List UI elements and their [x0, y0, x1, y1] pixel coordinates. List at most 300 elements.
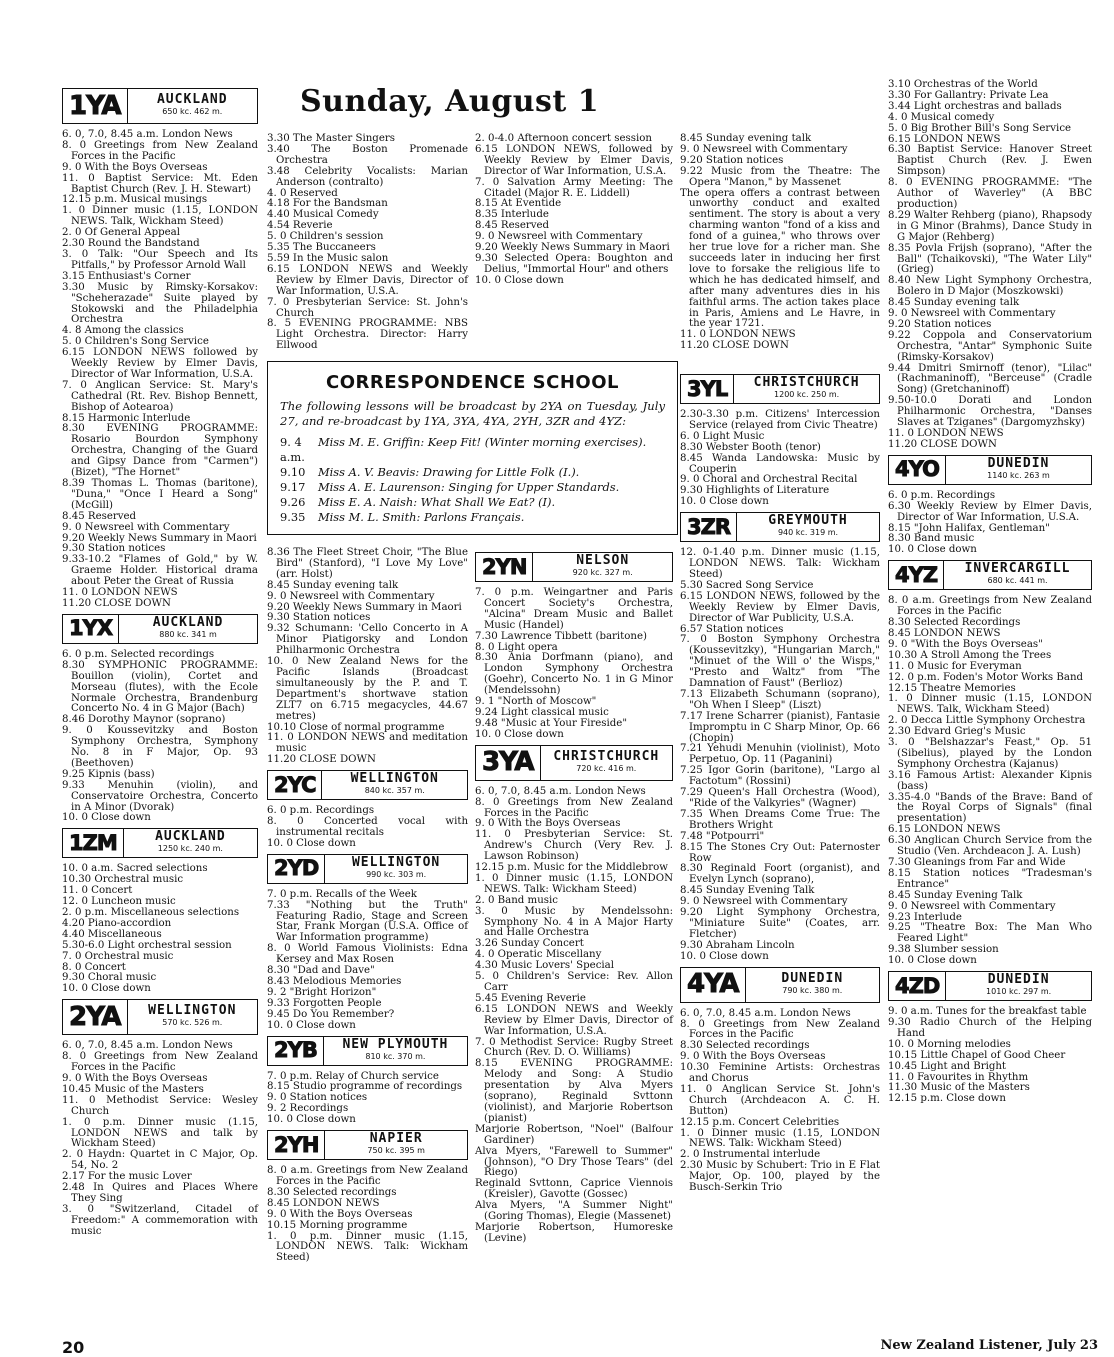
station-logo: 4ZD [889, 972, 946, 1000]
program-entry: Marjorie Robertson, Humoreske (Levine) [475, 1221, 673, 1244]
program-list-4ya [680, 1009, 880, 1194]
program-entry: 8.30 EVENING PROGRAMME: Rosario Bourdon Symphony Orchestra, Changing of the Guard and Gipsy Dance from "Carmen") (Bizet), "The Hornet" [62, 423, 258, 479]
program-entry: 11. 0 Baptist Service: Mt. Eden Baptist Church (Rev. J. H. Stewart) [62, 172, 258, 195]
program-entry: 7.25 Igor Gorin (baritone), "Largo al Factotum" (Rossini) [680, 765, 880, 788]
program-list-2ya-cont [267, 134, 468, 352]
correspondence-intro: The following lessons will be broadcast by 2YA on Tuesday, July 27, and re-broadcast by 1YA, 3YA, 4YA, 2YH, 3ZR and 4YZ: [280, 399, 665, 428]
program-list-2ya-late [267, 548, 468, 766]
program-entry: 6. 0 Light Music [680, 430, 765, 442]
station-name: WELLINGTON [148, 1003, 237, 1019]
program-entry: 2. 0 Band music [475, 894, 558, 906]
program-entry: 12. 0 Luncheon music [62, 896, 176, 908]
program-entry: 9.20 Station notices [888, 318, 992, 330]
program-entry: 10. 0 Close down [267, 1114, 356, 1126]
lesson-row [280, 495, 665, 510]
program-entry: 4.40 Miscellaneous [62, 928, 162, 940]
program-entry: 7. 0 Boston Symphony Orchestra (Koussevitzky), "Hungarian March," "Minuet of the Will o' the Wisps," "Presto and Waltz" from "The Damnation of Faust" (Berlioz) [680, 634, 880, 690]
program-entry: 6.15 LONDON NEWS [888, 133, 1001, 145]
program-entry: 7. 0 Salvation Army Meeting: The Citadel (Major R. E. Liddell) [475, 176, 673, 199]
program-entry: 11. 0 Music for Everyman [888, 660, 1022, 672]
program-list-1ya [62, 130, 258, 610]
program-entry: 5. 0 Children's Service: Rev. Allon Carr [475, 971, 673, 993]
program-entry: 8.30 Reginald Foort (organist), and Evelyn Lynch (soprano), [680, 863, 880, 886]
column-2-bottom [267, 548, 468, 1264]
station-frequency: 990 kc. 303 m. [366, 869, 427, 879]
program-entry: 8.45 Reserved [475, 220, 550, 232]
program-list-2yc-afternoon [475, 134, 673, 287]
program-entry: 6.15 LONDON NEWS and Weekly Review by Elmer Davis, Director of War Information, U.S.A. [267, 263, 468, 297]
column-2-top [267, 134, 468, 352]
station-header-3ya [475, 745, 673, 781]
lesson-row [280, 510, 665, 525]
program-entry: 9. 0 a.m. Tunes for the breakfast table [888, 1006, 1087, 1018]
lesson-time: 9.35 [280, 510, 306, 524]
program-entry: 8. 0 Greetings from New Zealand Forces in the Pacific [62, 1051, 258, 1074]
station-logo: 3ZR [681, 513, 737, 541]
program-entry: 8.15 Studio programme of recordings [267, 1081, 463, 1093]
program-entry: 12. 0 p.m. Foden's Motor Works Band [888, 671, 1084, 683]
lesson-time: 9. 4 a.m. [280, 435, 305, 464]
program-entry: 6.30 Baptist Service: Hanover Street Baptist Church (Rev. J. Ewen Simpson) [888, 144, 1092, 178]
program-list-2yc [267, 806, 468, 850]
program-entry: 8.45 Sunday Evening Talk [680, 885, 815, 897]
program-entry: 8.15 At Eventide [475, 198, 562, 210]
program-entry: 1. 0 p.m. Dinner music (1.15, LONDON NEWS and talk by Wickham Steed) [62, 1116, 258, 1150]
program-entry: 2. 0 Of General Appeal [62, 227, 180, 239]
program-list-1zm [62, 864, 258, 995]
station-header-4yz [888, 560, 1092, 590]
program-entry: 7. 0 p.m. Recalls of the Week [267, 888, 417, 900]
program-entry: 8.30 Selected recordings [267, 1186, 397, 1198]
program-entry: 9.22 Coppola and Conservatorium Orchestra, "Antar" Symphonic Suite (Rimsky-Korsakov) [888, 329, 1092, 363]
program-entry: 9.30 Highlights of Literature [680, 485, 830, 497]
station-name: INVERCARGILL [964, 561, 1071, 577]
program-entry: 4.40 Musical Comedy [267, 209, 379, 221]
program-list-4zd [888, 1007, 1092, 1105]
program-entry: 9. 0 With the Boys Overseas [62, 161, 208, 173]
program-entry: 9. 2 "Bright Horizon" [267, 986, 377, 998]
program-list-2yh [267, 1166, 468, 1264]
column-4-bottom [680, 370, 880, 1194]
program-entry: 8.15 The Stones Cry Out: Paternoster Row [680, 841, 880, 864]
program-entry: 3.26 Sunday Concert [475, 938, 584, 950]
program-entry: 7.35 When Dreams Come True: The Brothers Wright [680, 808, 880, 831]
program-entry: 10. 0 Morning melodies [888, 1038, 1011, 1050]
lesson-row [280, 465, 665, 480]
program-entry: 7.30 Lawrence Tibbett (baritone) [475, 630, 647, 642]
correspondence-heading: CORRESPONDENCE SCHOOL [326, 372, 619, 393]
program-entry: 9.44 Dmitri Smirnoff (tenor), "Lilac" (Rachmaninoff), "Berceuse" (Cradle Song) (Gretchaninoff) [888, 362, 1092, 396]
program-entry: 2.30-3.30 p.m. Citizens' Intercession Service (relayed from Civic Theatre) [680, 409, 880, 431]
station-header-2yn [475, 552, 673, 582]
station-name: WELLINGTON [350, 771, 439, 787]
station-frequency: 1010 kc. 297 m. [986, 987, 1052, 997]
program-entry: 7.48 "Potpourri" [680, 830, 765, 842]
program-entry: 11.20 CLOSE DOWN [888, 438, 997, 450]
program-entry: 3.48 Celebrity Vocalists: Marian Anderson (contralto) [267, 165, 468, 188]
program-entry: 9.20 Weekly News Summary in Maori [267, 601, 462, 613]
program-entry: 1. 0 Dinner music (1.15, LONDON NEWS. Talk, Wickham Steed) [62, 205, 258, 228]
program-entry: 8. 0 Concert [62, 961, 126, 973]
program-entry: 4. 0 Musical comedy [888, 111, 995, 123]
program-entry: 6.15 LONDON NEWS, followed by the Weekly Review by Elmer Davis, Director of War Publicity, U.S.A. [680, 590, 880, 624]
program-entry: 3.10 Orchestras of the World [888, 79, 1038, 90]
station-frequency: 940 kc. 319 m. [777, 528, 839, 538]
program-entry: 6. 0 p.m. Recordings [267, 805, 375, 817]
page-number: 20 [62, 1338, 85, 1357]
program-entry: 7.17 Irene Scharrer (pianist), Fantasie Impromptu in C Sharp Minor, Op. 66 (Chopin) [680, 710, 880, 744]
program-list-4ya-cont [888, 80, 1092, 451]
program-entry: 8.40 New Light Symphony Orchestra, Bolero in D Major (Moszkowski) [888, 275, 1092, 298]
program-entry: 8.30 Ania Dorfmann (piano), and London Symphony Orchestra (Goehr), Concerto No. 1 in G Minor (Mendelssohn) [475, 652, 673, 697]
program-entry: 8.36 The Fleet Street Choir, "The Blue Bird" (Stanford), "I Love My Love" (arr. Holst) [267, 547, 468, 580]
station-name: NAPIER [369, 1131, 423, 1147]
station-logo: 2YC [268, 771, 322, 799]
station-frequency: 1140 kc. 263 m [987, 470, 1050, 480]
program-entry: 4.30 Music Lovers' Special [475, 960, 614, 972]
program-entry: 3.30 The Master Singers [267, 133, 395, 144]
program-entry: 9. 0 Choral and Orchestral Recital [680, 474, 858, 486]
program-entry: 8.30 SYMPHONIC PROGRAMME: Bouillon (violin), Cortet and Morseau (flutes), with the Ecole Normale Orchestra, Brandenburg Concerto No. 4 in G Major (Bach) [62, 659, 258, 715]
program-entry: 9. 0 Newsreel with Commentary [680, 896, 848, 908]
program-entry: 9.30 Station notices [267, 612, 371, 624]
program-entry: 8.45 Wanda Landowska: Music by Couperin [680, 452, 880, 475]
program-entry: 7.13 Elizabeth Schumann (soprano), "Oh When I Sleep" (Liszt) [680, 688, 880, 711]
station-name: CHRISTCHURCH [753, 375, 860, 390]
program-entry: 9.30 Station notices [62, 543, 166, 555]
program-entry: 9. 0 With the Boys Overseas [680, 1051, 826, 1063]
program-entry: Reginald Svttonn, Caprice Viennois (Kreisler), Gavotte (Gossec) [475, 1178, 673, 1201]
program-entry: 2. 0 Decca Little Symphony Orchestra [888, 715, 1086, 727]
program-entry: 9. 0 Newsreel with Commentary [680, 143, 848, 155]
program-entry: 9. 0 Newsreel with Commentary [888, 900, 1056, 912]
program-entry: 9.30 Abraham Lincoln [680, 939, 795, 951]
program-entry: 9.20 Weekly News Summary in Maori [475, 242, 670, 254]
program-entry: 8.30 Band music [888, 533, 975, 545]
station-frequency: 570 kc. 526 m. [162, 1018, 223, 1028]
program-entry: 11. 0 Presbyterian Service: St. Andrew's Church (Very Rev. J. Lawson Robinson) [475, 829, 673, 863]
program-entry: 8. 0 Light opera [475, 641, 558, 653]
program-entry: 2. 0 Haydn: Quartet in C Major, Op. 54, No. 2 [62, 1149, 258, 1172]
program-entry: 7. 0 p.m. Weingartner and Paris Concert Society's Orchestra, "Alcina" Dream Music and Ballet Music (Handel) [475, 587, 673, 631]
column-3-bottom [475, 548, 673, 1245]
station-name: DUNEDIN [781, 970, 844, 986]
station-name: AUCKLAND [152, 614, 224, 630]
program-entry: 9. 0 Newsreel with Commentary [267, 590, 435, 602]
station-header-2yd [267, 854, 468, 884]
program-entry: 10. 0 Close down [680, 950, 769, 962]
program-entry: 9.20 Station notices [680, 154, 784, 166]
program-entry: 10.30 Feminine Artists: Orchestras and Chorus [680, 1062, 880, 1085]
program-entry: 8.45 LONDON NEWS [888, 627, 1001, 639]
program-entry: 11. 0 Anglican Service St. John's Church (Archdeacon A. C. H. Button) [680, 1083, 880, 1117]
program-entry: 8.45 Sunday evening talk [267, 579, 399, 591]
program-entry: 8.30 "Dad and Dave" [267, 965, 375, 977]
station-frequency: 810 kc. 370 m. [365, 1051, 426, 1061]
program-entry: 9.45 Do You Remember? [267, 1008, 395, 1020]
program-entry: 9. 0 Newsreel with Commentary [888, 308, 1056, 320]
program-entry: 3.15 Enthusiast's Corner [62, 270, 191, 282]
station-name: DUNEDIN [987, 972, 1050, 988]
program-entry: 6. 0 p.m. Recordings [888, 489, 996, 501]
program-entry: 8.45 LONDON NEWS [267, 1197, 380, 1209]
program-entry: 11. 0 LONDON NEWS and meditation music [267, 732, 468, 755]
station-header-2yh [267, 1130, 468, 1160]
lesson-time: 9.10 [280, 465, 306, 479]
program-entry: 5.35 The Buccaneers [267, 242, 376, 254]
program-entry: 9.25 Kipnis (bass) [62, 768, 155, 780]
program-entry: 8. 0 Concerted vocal with instrumental recitals [267, 816, 468, 838]
station-logo: 2YA [63, 1000, 128, 1034]
program-entry: 8.45 Sunday evening talk [680, 133, 812, 144]
station-header-4yo [888, 455, 1092, 485]
program-list-2ya [62, 1041, 258, 1237]
station-frequency: 750 kc. 395 m [367, 1146, 425, 1156]
station-header-3yl [680, 374, 880, 404]
program-entry: 12.15 Theatre Memories [888, 682, 1016, 694]
station-logo: 3YL [681, 375, 734, 403]
program-entry: 8.35 Interlude [475, 209, 549, 221]
program-entry: 10. 0 Close down [475, 728, 564, 740]
program-entry: 8.15 Station notices "Tradesman's Entrance" [888, 867, 1092, 890]
lesson-text: Miss A. V. Beavis: Drawing for Little Folk (I.). [318, 465, 580, 479]
station-logo: 1ZM [63, 829, 124, 857]
station-logo: 4YZ [889, 561, 944, 589]
program-entry: 10.30 Orchestral music [62, 874, 184, 886]
station-name: WELLINGTON [351, 854, 441, 870]
program-entry: 9. 2 Recordings [267, 1103, 349, 1115]
program-entry: 8.45 Sunday evening talk [888, 297, 1020, 309]
program-entry: 5.30-6.0 Light orchestral session [62, 939, 232, 951]
program-entry: 4.54 Reverie [267, 220, 333, 232]
program-entry: 3.30 For Gallantry: Private Lea [888, 89, 1049, 101]
program-list-2yd [267, 890, 468, 1032]
program-entry: 5. 0 Children's session [267, 231, 384, 243]
program-entry: 11.30 Music of the Masters [888, 1082, 1030, 1094]
station-logo: 4YA [681, 968, 746, 1002]
program-entry: 6.30 Weekly Review by Elmer Davis, Director of War Information, U.S.A. [888, 500, 1092, 523]
lesson-row [280, 435, 665, 465]
station-logo: 2YD [268, 855, 325, 883]
program-entry: 3.40 The Boston Promenade Orchestra [267, 143, 468, 166]
program-entry: 10. 0 Close down [62, 812, 151, 824]
program-entry: 11.20 CLOSE DOWN [267, 754, 376, 766]
program-entry: 8.29 Walter Rehberg (piano), Rhapsody in G Minor (Brahms), Dance Study in G Major (Rehberg) [888, 209, 1092, 243]
program-list-3ya [475, 787, 673, 1245]
station-header-2yb [267, 1036, 468, 1066]
program-entry: 4.20 Piano-accordion [62, 917, 172, 929]
station-frequency: 920 kc. 327 m. [572, 568, 633, 577]
station-frequency: 1200 kc. 250 m. [774, 390, 840, 399]
lesson-text: Miss M. E. Griffin: Keep Fit! (Winter morning exercises). [318, 435, 647, 449]
program-entry: 4.18 For the Bandsman [267, 198, 388, 210]
program-entry: 7. 0 Presbyterian Service: St. John's Church [267, 296, 468, 319]
program-entry: 9.50-10.0 Dorati and London Philharmonic Orchestra, "Danses Slaves at Tziganes" (Dargomyzhsky) [888, 395, 1092, 429]
program-entry: 12. 0-1.40 p.m. Dinner music (1.15, LONDON NEWS. Talk: Wickham Steed) [680, 547, 880, 580]
masthead-footer: New Zealand Listener, July 23 [880, 1338, 1098, 1353]
program-entry: 10.10 Close of normal programme [267, 721, 445, 733]
program-entry: 7.21 Yehudi Menuhin (violinist), Moto Perpetuo, Op. 11 (Paganini) [680, 743, 880, 766]
program-entry: 10.45 Music of the Masters [62, 1083, 204, 1095]
program-entry: 9.30 Radio Church of the Helping Hand [888, 1016, 1092, 1039]
program-entry: 8. 0 World Famous Violinists: Edna Kersey and Max Rosen [267, 943, 468, 966]
program-entry: 7. 0 p.m. Relay of Church service [267, 1070, 439, 1082]
program-entry: 7.30 Gleanings from Far and Wide [888, 857, 1066, 868]
program-entry: 1. 0 Dinner music (1.15, LONDON NEWS. Talk: Wickham Steed) [475, 872, 673, 895]
program-entry: 10. 0 Close down [680, 496, 769, 508]
program-entry: 6.15 LONDON NEWS [888, 824, 1001, 836]
program-entry: 1. 0 Dinner music (1.15, LONDON NEWS. Talk, Wickham Steed) [888, 693, 1092, 716]
program-entry: 4. 0 Reserved [267, 187, 338, 199]
program-entry: 9.20 Weekly News Summary in Maori [62, 532, 257, 544]
program-entry: 11. 0 Favourites in Rhythm [888, 1071, 1029, 1083]
lesson-time: 9.26 [280, 495, 306, 509]
program-entry: 9. 0 With the Boys Overseas [62, 1072, 208, 1084]
program-entry: 7. 0 Anglican Service: St. Mary's Cathedral (Rt. Rev. Bishop Bennett, Bishop of Aotearoa) [62, 379, 258, 413]
program-entry: 9.48 "Music at Your Fireside" [475, 717, 628, 729]
program-entry: 9.38 Slumber session [888, 944, 999, 956]
program-entry: 11. 0 LONDON NEWS [680, 329, 796, 341]
station-frequency: 840 kc. 357 m. [364, 786, 425, 796]
program-entry: 11. 0 Concert [62, 885, 133, 897]
column-3-top [475, 134, 673, 287]
program-entry: 2. 0 p.m. Miscellaneous selections [62, 907, 240, 918]
station-frequency: 1250 kc. 240 m. [157, 844, 223, 854]
program-entry: 11. 0 LONDON NEWS [888, 428, 1004, 439]
program-entry: Alva Myers, "A Summer Night" (Goring Thomas), Elegie (Massenet) [475, 1200, 673, 1223]
program-entry: 9.33 Menuhin (violin), and Conservatoire Orchestra, Concerto in A Minor (Dvorak) [62, 779, 258, 813]
correspondence-school-box [267, 361, 678, 535]
program-entry: 8. 0 Greetings from New Zealand Forces in the Pacific [680, 1018, 880, 1041]
program-entry: 12.15 p.m. Close down [888, 1093, 1006, 1105]
program-entry: 5. 0 Children's Song Service [62, 336, 209, 348]
program-entry: 8. 0 a.m. Greetings from New Zealand Forces in the Pacific [267, 1165, 468, 1187]
program-list-3zr [680, 548, 880, 962]
station-name: CHRISTCHURCH [553, 748, 660, 764]
program-entry: 8.45 Sunday Evening Talk [888, 889, 1023, 901]
program-entry: 1. 0 Dinner music (1.15, LONDON NEWS. Talk: Wickham Steed) [680, 1127, 880, 1150]
station-header-4ya [680, 967, 880, 1003]
program-entry: 9.23 Interlude [888, 911, 962, 923]
program-entry: 10.15 Morning programme [267, 1219, 408, 1231]
program-entry: 10.45 Light and Bright [888, 1060, 1007, 1072]
station-header-1zm [62, 828, 258, 858]
station-frequency: 680 kc. 441 m. [987, 576, 1048, 586]
station-header-3zr [680, 512, 880, 542]
program-entry: 8. 0 Greetings from New Zealand Forces in the Pacific [475, 796, 673, 819]
station-logo: 2YN [476, 553, 533, 581]
program-list-4yz [888, 596, 1092, 967]
station-frequency: 650 kc. 462 m. [162, 107, 223, 116]
station-name: NELSON [576, 553, 630, 568]
program-entry: 3. 0 Music by Mendelssohn: Symphony No. 4 in A Major Harty and Halle Orchestra [475, 905, 673, 939]
program-entry: 11. 0 Methodist Service: Wesley Church [62, 1094, 258, 1117]
program-entry: Marjorie Robertson, "Noel" (Balfour Gardiner) [475, 1123, 673, 1146]
program-entry: 9.20 Light Symphony Orchestra, "Miniature Suite" (Coates, arr. Fletcher) [680, 907, 880, 940]
program-entry: 10. 0 Close down [475, 274, 564, 286]
program-list-2ya-evening [680, 134, 880, 352]
station-name: AUCKLAND [155, 829, 226, 845]
program-entry: 11.20 CLOSE DOWN [680, 340, 789, 352]
column-4-top [680, 134, 880, 352]
program-entry: 12.15 p.m. Music for the Middlebrow [475, 862, 668, 874]
program-entry: 8. 0 Greetings from New Zealand Forces in the Pacific [62, 139, 258, 162]
program-entry: 4. 0 Operatic Miscellany [475, 949, 602, 961]
station-name: DUNEDIN [987, 455, 1050, 471]
program-entry: 11. 0 LONDON NEWS [62, 587, 178, 599]
program-entry: 3. 0 Talk: "Our Speech and Its Pitfalls," by Professor Arnold Wall [62, 248, 258, 271]
program-entry: 9.33-10.2 "Flames of Gold," by W. Graeme Holder. Historical drama about Peter the Great of Russia [62, 554, 258, 588]
lesson-text: Miss E. A. Naish: What Shall We Eat? (I). [318, 495, 556, 509]
program-entry: 8.39 Thomas L. Thomas (baritone), "Duna," "Once I Heard a Song" (McGill) [62, 478, 258, 511]
program-entry: 8.35 Povla Frijsh (soprano), "After the Ball" (Tchaikovski), "The Water Lily" (Grieg) [888, 242, 1092, 276]
program-entry: 8. 0 a.m. Greetings from New Zealand Forces in the Pacific [888, 595, 1092, 618]
station-frequency: 880 kc. 341 m [159, 629, 217, 639]
program-entry: 6. 0, 7.0, 8.45 a.m. London News [475, 785, 646, 797]
program-entry: 7.33 "Nothing but the Truth" Featuring Radio, Stage and Screen Star, Frank Morgan (U.S.A. Office of War Information programme) [267, 899, 468, 944]
program-entry: 12.15 p.m. Musical musings [62, 194, 208, 206]
program-list-2yb [267, 1072, 468, 1127]
program-entry: 8. 5 EVENING PROGRAMME: NBS Light Orchestra. Director: Harry Ellwood [267, 318, 468, 352]
station-logo: 2YB [268, 1037, 324, 1065]
program-entry: 9.32 Schumann: 'Cello Concerto in A Minor Piatigorsky and London Philharmonic Orchestra [267, 623, 468, 657]
station-name: NEW PLYMOUTH [342, 1036, 449, 1052]
program-entry: 9. 0 Newsreel with Commentary [475, 231, 643, 243]
station-header-2yc [267, 770, 468, 800]
program-entry: 2.30 Round the Bandstand [62, 238, 200, 250]
program-entry: 3. 0 "Belshazzar's Feast," Op. 51 (Sibelius), played by the London Symphony Orchestra (Kajanus) [888, 737, 1092, 770]
program-entry: 2.48 In Quires and Places Where They Sing [62, 1182, 258, 1204]
program-entry: 2. 0-4.0 Afternoon concert session [475, 133, 652, 144]
program-entry: 6.57 Station notices [680, 623, 784, 635]
program-entry: 10. 0 a.m. Sacred selections [62, 863, 208, 875]
column-5 [888, 80, 1092, 1105]
program-entry: 9. 0 With the Boys Overseas [267, 1208, 413, 1220]
program-entry: 8.43 Melodious Memories [267, 976, 402, 987]
program-entry: 6. 0 p.m. Selected recordings [62, 648, 215, 660]
program-entry: 3. 0 "Switzerland, Citadel of Freedom:" A commemoration with music [62, 1203, 258, 1237]
program-entry: 8.30 Webster Booth (tenor) [680, 441, 821, 453]
program-entry: 1. 0 p.m. Dinner music (1.15, LONDON NEWS. Talk: Wickham Steed) [267, 1230, 468, 1264]
program-entry: 9.30 Choral music [62, 972, 157, 984]
program-entry: 12.15 p.m. Concert Celebrities [680, 1116, 840, 1128]
program-entry: 8.46 Dorothy Maynor (soprano) [62, 714, 226, 726]
program-list-3yl [680, 410, 880, 508]
program-entry: 9.30 Selected Opera: Boughton and Delius, "Immortal Hour" and others [475, 252, 673, 275]
program-entry: 10.15 Little Chapel of Good Cheer [888, 1049, 1066, 1061]
program-entry: 3.35-4.0 "Bands of the Brave: Band of the Royal Corps of Signals" (final presentation) [888, 791, 1092, 825]
program-entry: 11.20 CLOSE DOWN [62, 597, 171, 609]
lesson-time: 9.17 [280, 480, 306, 494]
program-entry: 8.15 "John Halifax, Gentleman" [888, 522, 1050, 534]
program-entry: 9.25 "Theatre Box: The Man Who Feared Light" [888, 922, 1092, 945]
station-logo: 3YA [476, 746, 541, 780]
program-entry: 5. 0 Big Brother Bill's Song Service [888, 122, 1072, 134]
program-entry: 6.15 LONDON NEWS followed by Weekly Review by Elmer Davis, Director of War Information, U.S.A. [62, 347, 258, 380]
program-entry: 9. 0 "With the Boys Overseas" [888, 638, 1043, 650]
station-logo: 4YO [889, 456, 946, 484]
program-entry: 10. 0 Close down [267, 1019, 356, 1031]
program-entry: 10. 0 Close down [267, 837, 356, 849]
program-entry: Alva Myers, "Farewell to Summer" (Johnson), "O Dry Those Tears" (del Riego) [475, 1145, 673, 1179]
program-entry: 5.59 In the Music salon [267, 252, 389, 264]
program-entry: 9. 0 With the Boys Overseas [475, 818, 621, 830]
program-entry: 10. 0 Close down [62, 983, 151, 995]
program-entry: 10. 0 New Zealand News for the Pacific Islands (Broadcast simultaneously by the P. and T. Department's shortwave station ZLT7 on 6.715 megacycles, 44.67 metres) [267, 656, 468, 722]
program-entry: 6. 0, 7.0, 8.45 a.m. London News [62, 1040, 233, 1052]
program-entry: The opera offers a contrast between unworthy conduct and exalted sentiment. The story is about a very charming wanton "fond of a kiss and fond of a guinea," who throws over her true love for a richer man. She succeeds later in inducing her first love to forsake the religious life to which he has dedicated himself, and after many adventures dies in his faithful arms. The action takes place in Paris, Amiens and Le Havre, in the year 1721. [680, 187, 880, 330]
program-list-2yn [475, 588, 673, 741]
